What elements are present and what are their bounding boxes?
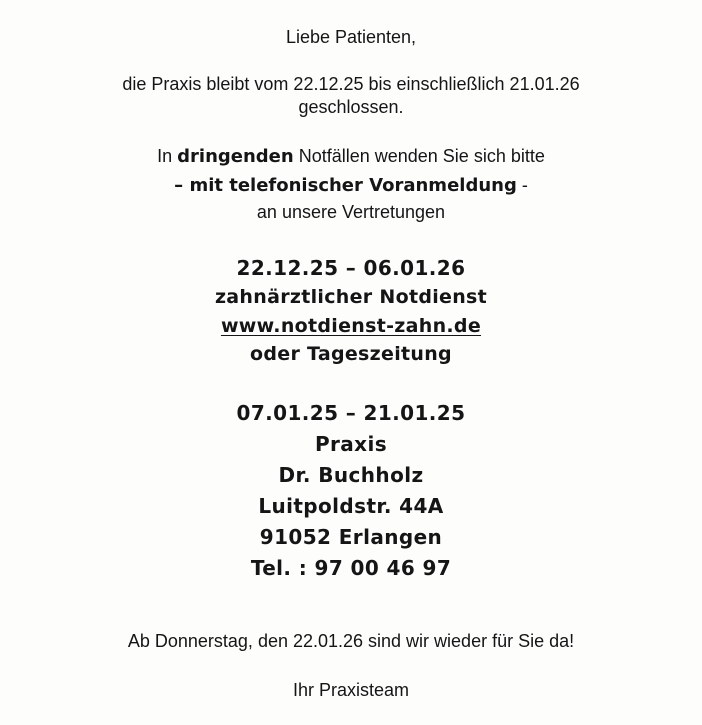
period1-alternative: oder Tageszeitung [250,343,452,365]
period2-doctor: Dr. Buchholz [278,463,424,487]
period2-dates: 07.01.25 – 21.01.25 [236,401,466,425]
period1-service: zahnärztlicher Notdienst [214,286,488,308]
substitutes-line: an unsere Vertretungen [256,202,446,222]
phone-dash-right: - [516,175,528,195]
website-link[interactable]: www.notdienst-zahn.de [220,315,482,337]
period1-dates: 22.12.25 – 06.01.26 [236,256,466,280]
reopen-line: Ab Donnerstag, den 22.01.26 sind wir wieder für Sie da! [127,631,575,651]
phone-notice-line [0,176,702,195]
period2-street: Luitpoldstr. 44A [258,494,444,518]
greeting: Liebe Patienten, [285,27,417,47]
phone-dash-left: – [174,175,190,196]
signature: Ihr Praxisteam [292,680,410,700]
urgent-prefix: In [157,146,178,166]
urgent-line [0,147,702,166]
urgent-suffix: Notfällen wenden Sie sich bitte [293,146,545,166]
period2-label: Praxis [314,432,388,456]
phone-bold-text: mit telefonischer Voranmeldung [189,175,517,196]
urgent-bold-word: dringenden [177,146,294,167]
period2-phone: Tel. : 97 00 46 97 [250,556,452,580]
closure-line-2: geschlossen. [298,97,404,117]
closure-line-1: die Praxis bleibt vom 22.12.25 bis einschließlich 21.01.26 [122,74,580,94]
period2-city: 91052 Erlangen [259,525,443,549]
period1-website [0,317,702,336]
